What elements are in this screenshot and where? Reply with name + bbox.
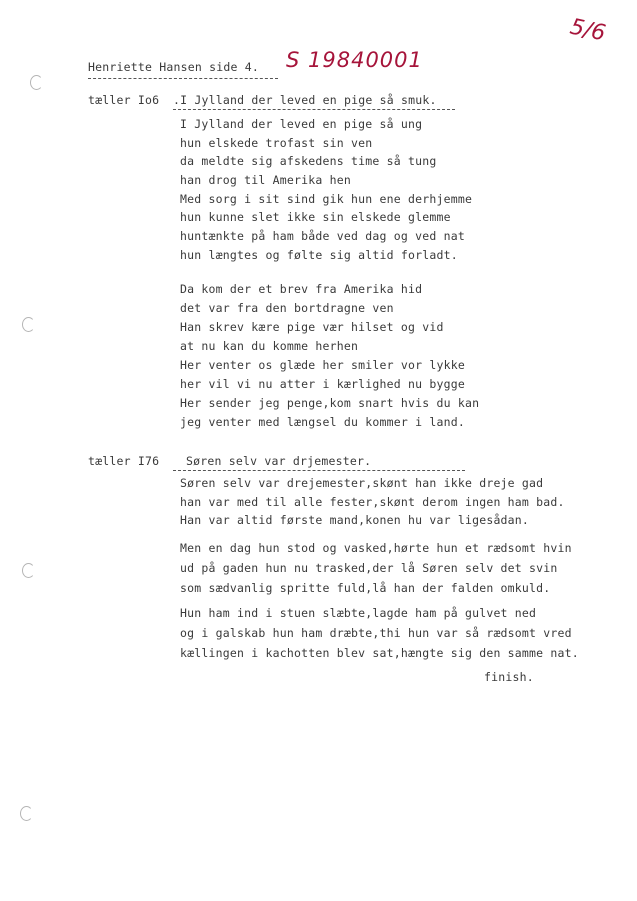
title-underline (173, 109, 455, 110)
verse-line: her vil vi nu atter i kærlighed nu bygge (180, 377, 465, 391)
verse-line: og i galskab hun ham dræbte,thi hun var så rædsomt vred (180, 626, 572, 640)
song-title: Søren selv var drjemester. (186, 454, 372, 468)
verse-line: som sædvanlig spritte fuld,lå han der falden omkuld. (180, 581, 551, 595)
stanza (180, 117, 472, 267)
verse-line: Han var altid første mand,konen hu var ligesådan. (180, 513, 530, 527)
verse-line: ud på gaden hun nu trasked,der lå Søren selv det svin (180, 561, 558, 575)
verse-line: Da kom der et brev fra Amerika hid (180, 282, 423, 296)
page-mark: 5/6 (567, 14, 608, 47)
verse-line: Søren selv var drejemester,skønt han ikke dreje gad (180, 476, 544, 490)
header-text: Henriette Hansen side 4. (88, 60, 259, 74)
verse-line: kællingen i kachotten blev sat,hængte sig den samme nat. (180, 646, 579, 660)
stanza (180, 606, 579, 666)
archive-code: S 19840001 (286, 48, 423, 72)
verse-line: han drog til Amerika hen (180, 173, 351, 188)
punch-hole (30, 75, 43, 90)
verse-line: hun kunne slet ikke sin elskede glemme (180, 210, 451, 225)
verse-line: da meldte sig afskedens time så tung (180, 154, 437, 169)
title-underline (173, 470, 465, 471)
verse-line: Her sender jeg penge,kom snart hvis du kan (180, 396, 480, 410)
song-counter: tæller I76 (88, 454, 160, 468)
closing-text: finish. (484, 670, 534, 684)
stanza (180, 541, 572, 601)
stanza (180, 282, 479, 434)
verse-line: Med sorg i sit sind gik hun ene derhjemme (180, 191, 473, 206)
verse-line: jeg venter med længsel du kommer i land. (180, 415, 465, 429)
song-counter: tæller Io6 (88, 93, 160, 107)
verse-line: at nu kan du komme herhen (180, 339, 359, 353)
song-title: .I Jylland der leved en pige så smuk. (173, 93, 437, 107)
verse-line: I Jylland der leved en pige så ung (180, 117, 423, 131)
verse-line: hun længtes og følte sig altid forladt. (180, 247, 458, 262)
verse-line: han var med til alle fester,skønt derom ingen ham bad. (180, 494, 565, 509)
verse-line: Men en dag hun stod og vasked,hørte hun et rædsomt hvin (180, 541, 572, 555)
header-underline (88, 78, 278, 79)
stanza (180, 476, 565, 532)
verse-line: det var fra den bortdragne ven (180, 301, 394, 315)
punch-hole (22, 317, 35, 332)
verse-line: huntænkte på ham både ved dag og ved nat (180, 229, 465, 244)
punch-hole (20, 806, 33, 821)
verse-line: Hun ham ind i stuen slæbte,lagde ham på gulvet ned (180, 606, 537, 620)
verse-line: Her venter os glæde her smiler vor lykke (180, 358, 465, 372)
verse-line: Han skrev kære pige vær hilset og vid (180, 320, 444, 334)
verse-line: hun elskede trofast sin ven (180, 135, 373, 150)
punch-hole (22, 563, 35, 578)
